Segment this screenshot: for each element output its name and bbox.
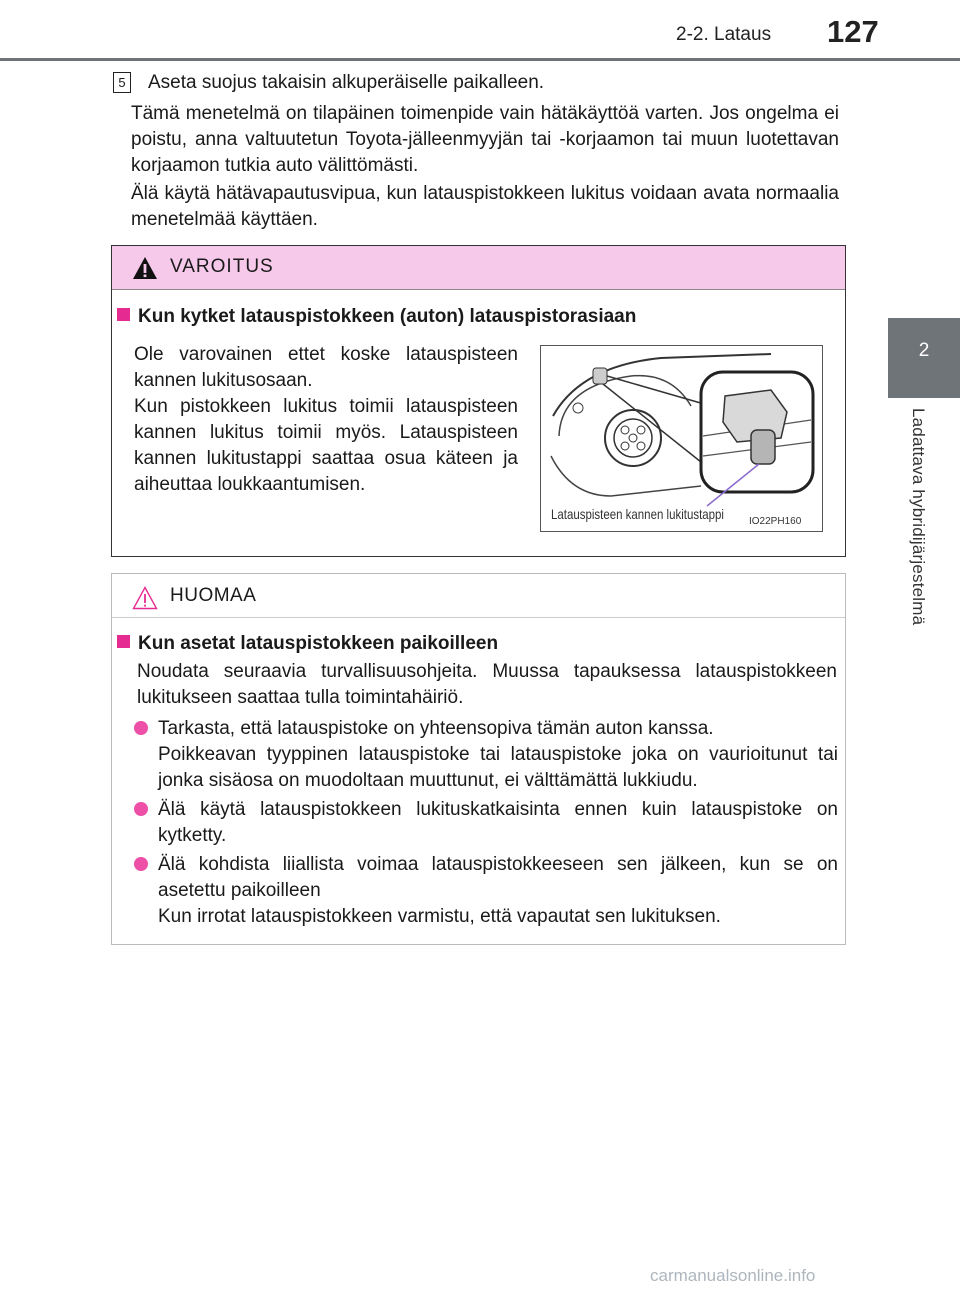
notice-intro: Noudata seuraavia turvallisuusohjeita. Muussa tapauksessa latauspistokkeen lukitukseen saattaa tulla toimintahäiriö. [137, 661, 837, 708]
bullet-line: Kun irrotat latauspistokkeen varmistu, että vapautat sen lukituksen. [158, 906, 721, 927]
section-title: 2-2. Lataus [676, 24, 772, 45]
notice-heading-text: Kun asetat latauspistokkeen paikoilleen [138, 633, 499, 654]
warning-heading [117, 304, 636, 330]
bullet-line: Älä käytä latauspistokkeen lukituskatkaisinta ennen kuin latauspistoke on kytketty. [158, 799, 838, 846]
figure-caption: Latauspisteen kannen lukitustappi [551, 506, 724, 522]
notice-box [111, 573, 846, 945]
list-item [134, 716, 838, 794]
caution-triangle-icon [132, 586, 158, 610]
paragraph-temporary: Tämä menetelmä on tilapäinen toimenpide vain hätäkäyttöä varten. Jos ongelma ei poistu, anna valtuutetun Toyota-jälleenmyyjän tai -korjaamon tai muun luotettavan korjaamon tutkia auto välittömästi. [131, 103, 839, 176]
notice-title: HUOMAA [170, 585, 257, 606]
notice-heading [117, 631, 498, 657]
lock-pin-illustration [540, 345, 823, 532]
paragraph-emergency-lever: Älä käytä hätävapautusvipua, kun latauspistokkeen lukitus voidaan avata normaalia menetelmää käyttäen. [131, 183, 839, 230]
warning-paragraph-1: Ole varovainen ettet koske latauspisteen kannen lukitusosaan. [134, 344, 518, 391]
chapter-title: Ladattava hybridijärjestelmä [909, 408, 928, 626]
square-bullet-icon [117, 635, 130, 648]
step-number-box: 5 [113, 72, 131, 93]
watermark: carmanualsonline.info [650, 1266, 816, 1285]
chapter-tab [888, 318, 960, 398]
bullet-line: Poikkeavan tyyppinen latauspistoke tai latauspistoke joka on vaurioitunut tai jonka sisäosa on muodoltaan muuttunut, ei välttämättä lukkiudu. [158, 744, 838, 791]
bullet-line: Tarkasta, että latauspistoke on yhteensopiva tämän auton kanssa. [158, 718, 714, 739]
header-rule [0, 58, 960, 61]
warning-triangle-icon [132, 256, 158, 280]
list-item [134, 797, 838, 849]
page-number: 127 [827, 14, 879, 49]
list-item [134, 852, 838, 930]
charging-port-drawing [541, 346, 823, 532]
step-5 [113, 70, 960, 96]
notice-header-rule [112, 617, 845, 618]
bullet-line: Älä kohdista liiallista voimaa latauspistokkeeseen sen jälkeen, kun se on asetettu paikoilleen [158, 854, 838, 901]
chapter-number: 2 [918, 340, 930, 361]
warning-title: VAROITUS [170, 256, 274, 277]
warning-box [111, 245, 846, 557]
figure-code: IO22PH160 [749, 516, 802, 527]
bullet-dot-icon [134, 721, 148, 735]
warning-paragraph-2: Kun pistokkeen lukitus toimii latauspisteen kannen lukitus toimii myös. Latauspisteen kannen lukitustappi saattaa osua käteen ja aiheuttaa loukkaantumisen. [134, 396, 518, 495]
bullet-dot-icon [134, 857, 148, 871]
square-bullet-icon [117, 308, 130, 321]
warning-header [112, 246, 845, 290]
step-text: Aseta suojus takaisin alkuperäiselle paikalleen. [148, 72, 545, 93]
warning-heading-text: Kun kytket latauspistokkeen (auton) latauspistorasiaan [138, 306, 637, 327]
bullet-dot-icon [134, 802, 148, 816]
